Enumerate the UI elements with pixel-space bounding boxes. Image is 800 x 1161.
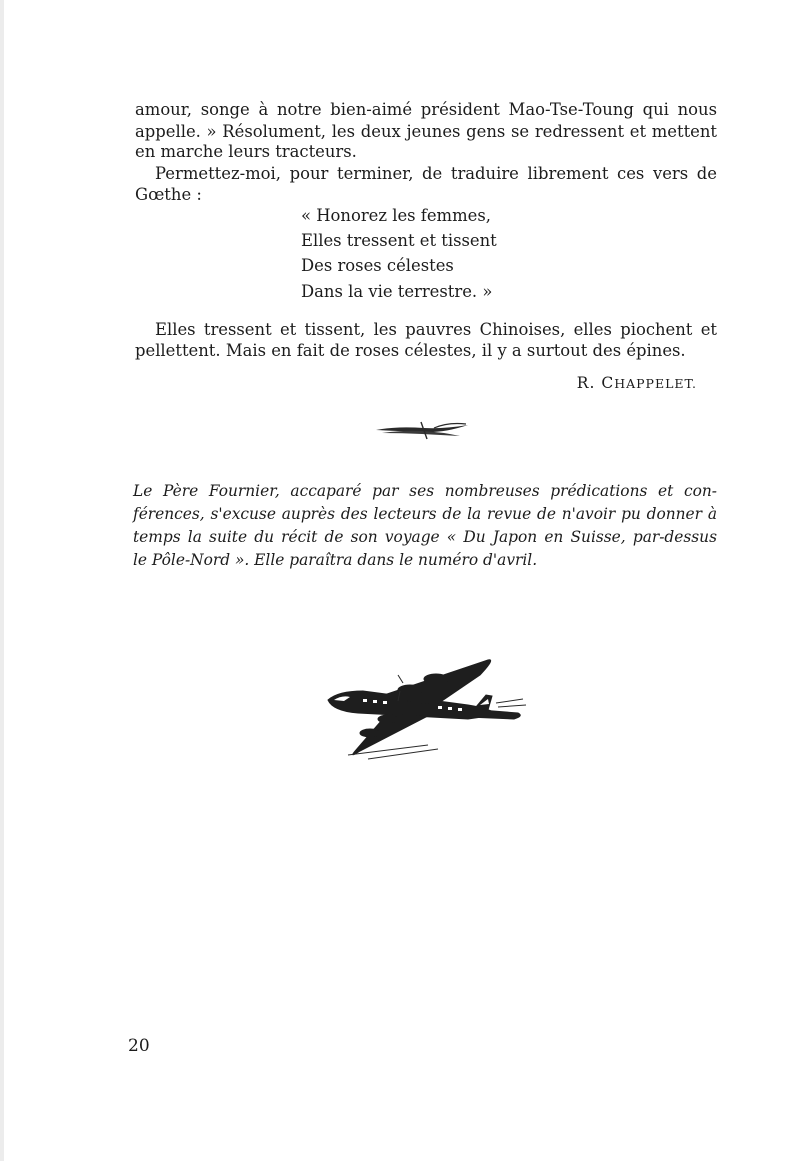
article-line-2: appelle. » Résolument, les deux jeunes gens se redressent et mettent [135,122,717,141]
article-line-1: amour, songe à notre bien-aimé président Mao-Tse-Toung qui nous [135,100,717,119]
notice-line-3: temps la suite du récit de son voyage « Du Japon en Suisse, par-dessus [133,528,717,546]
signature-name-first-letter: C [601,374,615,392]
signature-name-rest: HAPPELET. [614,376,697,391]
ornamental-divider-icon [374,418,470,442]
article-line-5: Gœthe : [135,185,202,204]
article-line-3: en marche leurs tracteurs. [135,142,357,161]
poem-line-2: Elles tressent et tissent [301,231,497,250]
notice-line-1: Le Père Fournier, accaparé par ses nombreuses prédications et con- [133,482,717,500]
article-line-4: Permettez-moi, pour terminer, de traduire librement ces vers de [155,164,717,183]
poem-line-1: « Honorez les femmes, [301,206,491,225]
author-signature [577,374,697,392]
poem-line-3: Des roses célestes [301,256,454,275]
airplane-illustration-icon [318,655,528,765]
page-number: 20 [128,1036,150,1056]
notice-line-4: le Pôle-Nord ». Elle paraîtra dans le numéro d'avril. [133,551,538,569]
notice-line-2: férences, s'excuse auprès des lecteurs de la revue de n'avoir pu donner à [133,505,717,523]
closing-line-1: Elles tressent et tissent, les pauvres Chinoises, elles piochent et [155,320,717,339]
signature-initial: R. [576,374,596,392]
closing-line-2: pellettent. Mais en fait de roses célestes, il y a surtout des épines. [135,341,686,360]
poem-line-4: Dans la vie terrestre. » [301,282,493,301]
page-edge-shadow [0,0,4,1161]
